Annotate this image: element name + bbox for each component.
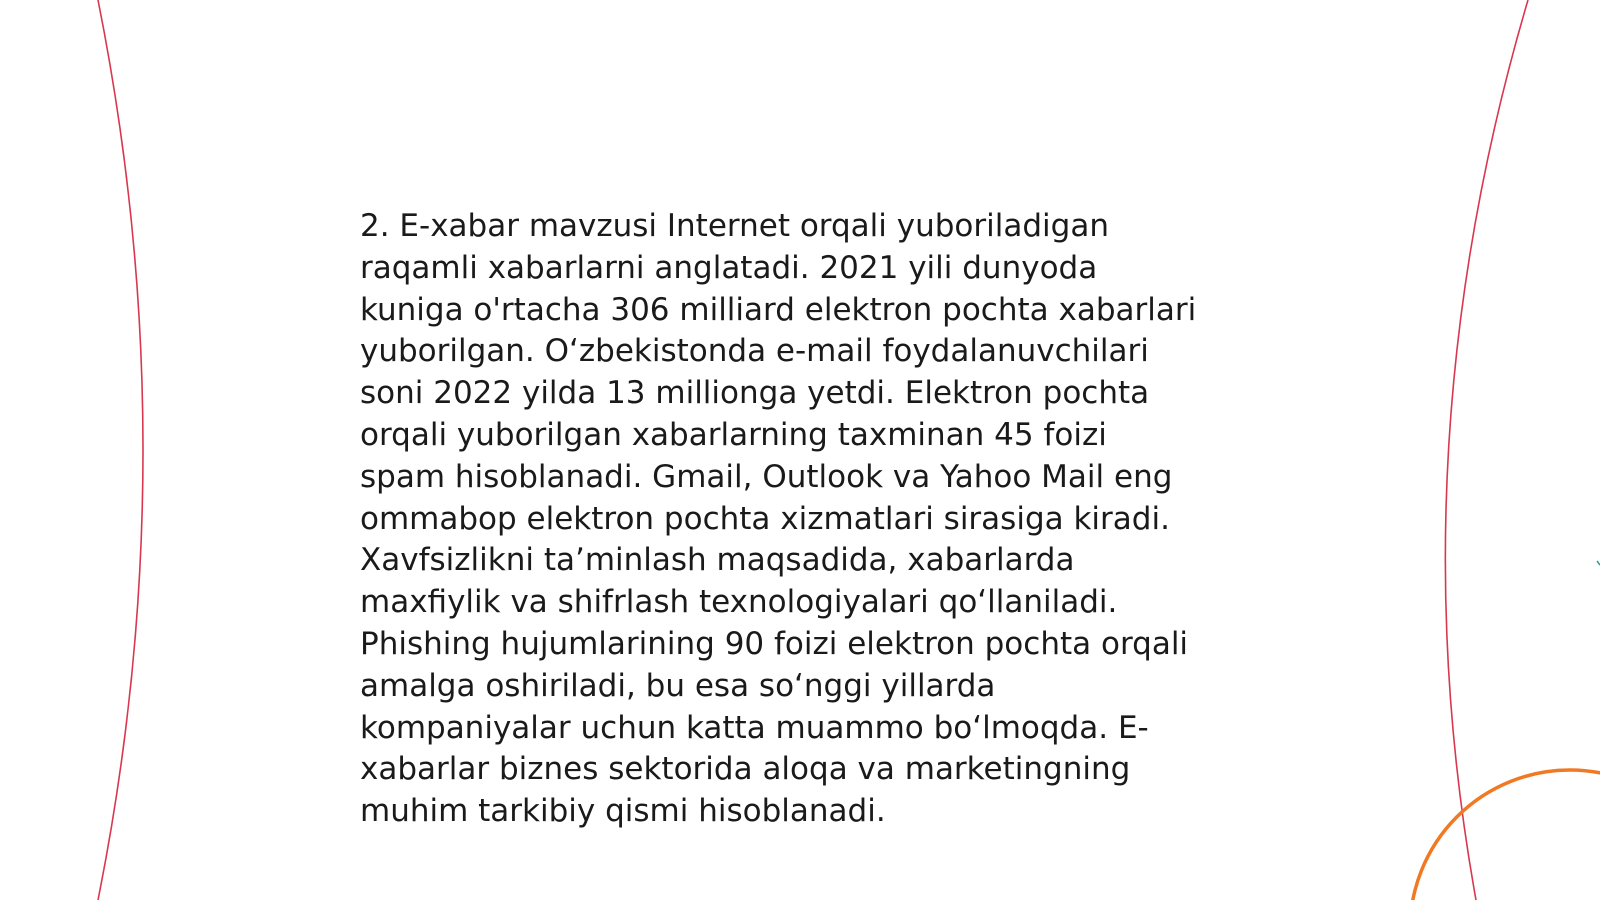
body-line: kompaniyalar uchun katta muammo bo‘lmoqda. E- [360,709,1149,746]
body-line: xabarlar biznes sektorida aloqa va marketingning [360,751,1131,788]
body-line: spam hisoblanadi. Gmail, Outlook va Yahoo Mail eng [360,458,1173,495]
orange-circle-outline [1410,770,1600,900]
body-line: kuniga o'rtacha 306 milliard elektron pochta xabarlari [360,291,1197,328]
right-curve-line [1445,0,1528,900]
body-line: 2. E-xabar mavzusi Internet orqali yuboriladigan [360,208,1109,244]
body-line: Phishing hujumlarining 90 foizi elektron pochta orqali [360,625,1189,662]
body-line: amalga oshiriladi, bu esa so‘nggi yillarda [360,667,996,704]
left-curve-line [98,0,143,900]
body-line: soni 2022 yilda 13 millionga yetdi. Elektron pochta [360,375,1150,412]
body-line: muhim tarkibiy qismi hisoblanadi. [360,793,886,830]
body-line: ommabop elektron pochta xizmatlari sirasiga kiradi. [360,500,1170,537]
body-line: Xavfsizlikni ta’minlash maqsadida, xabarlarda [360,542,1075,579]
body-line: raqamli xabarlarni anglatadi. 2021 yili dunyoda [360,249,1098,286]
body-line: maxfiylik va shifrlash texnologiyalari qo‘llaniladi. [360,584,1118,621]
body-line: orqali yuborilgan xabarlarning taxminan 45 foizi [360,416,1107,453]
body-line: yuborilgan. O‘zbekistonda e-mail foydalanuvchilari [360,333,1149,370]
slide-body-text [360,206,1260,833]
